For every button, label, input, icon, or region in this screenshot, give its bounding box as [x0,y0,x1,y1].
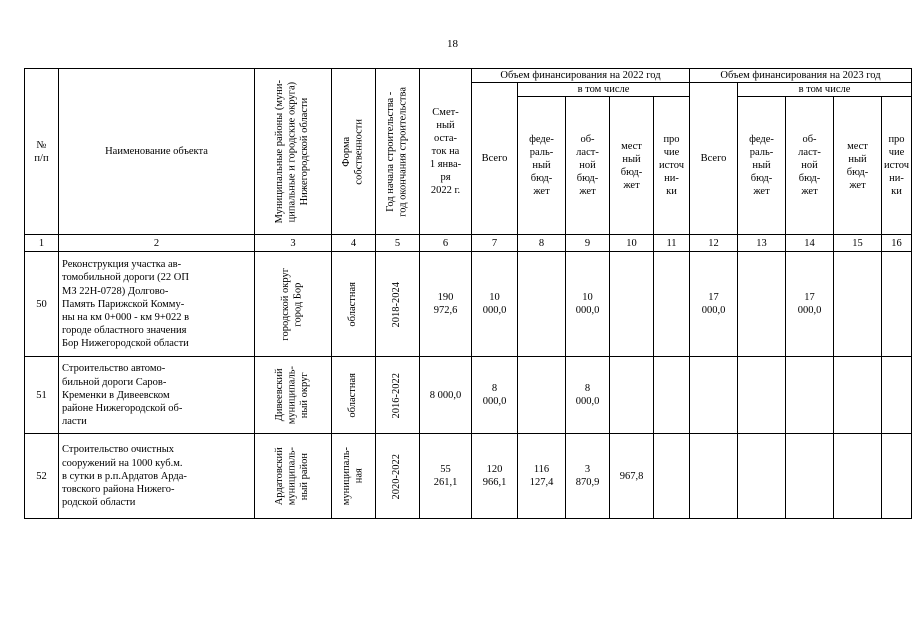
header-local-2022: мест ный бюд- жет [610,97,654,235]
header-local-2023: мест ный бюд- жет [834,97,882,235]
column-number: 10 [610,235,654,252]
header-other-2023: про чие источ ни- ки [882,97,912,235]
column-number: 13 [738,235,786,252]
total-2023-value [690,357,738,434]
header-num: № п/п [25,69,59,235]
district: Ардатовский муниципаль- ный район [255,434,332,519]
column-number: 8 [518,235,566,252]
header-years: Год начала строительства - год окончания строительства [376,69,420,235]
remainder-value: 8 000,0 [420,357,472,434]
column-number: 5 [376,235,420,252]
other-2023-value [882,357,912,434]
federal-2022-value [518,357,566,434]
table-row [25,252,912,357]
district: городской округ город Бор [255,252,332,357]
object-name: Строительство автомо- бильной дороги Саров- Кременки в Дивеевском районе Нижегородской об- ласти [59,357,255,434]
header-remainder: Смет- ный оста- ток на 1 янва- ря 2022 г. [420,69,472,235]
object-name: Реконструкция участка ав- томобильной дороги (22 ОП МЗ 22Н-0728) Долгово- Память Парижской Комму- ны на км 0+000 - км 9+022 в городе областного значения Бор Нижегородской области [59,252,255,357]
years: 2020-2022 [376,434,420,519]
regional-2022-value: 10 000,0 [566,252,610,357]
regional-2023-value [786,357,834,434]
regional-2023-value: 17 000,0 [786,252,834,357]
header-districts: Муниципальные районы (муни- ципальные и городские округа) Нижегородской области [255,69,332,235]
header-incl-2022: в том числе [518,83,690,97]
page-number: 18 [447,38,458,50]
column-numbers-row [25,235,912,252]
column-number: 9 [566,235,610,252]
column-number: 1 [25,235,59,252]
total-2022-value: 10 000,0 [472,252,518,357]
total-2023-value: 17 000,0 [690,252,738,357]
column-number: 2 [59,235,255,252]
row-number: 52 [25,434,59,519]
ownership: областная [332,252,376,357]
row-number: 51 [25,357,59,434]
header-financing-2023: Объем финансирования на 2023 год [690,69,912,83]
row-number: 50 [25,252,59,357]
total-2023-value [690,434,738,519]
column-number: 11 [654,235,690,252]
regional-2022-value: 8 000,0 [566,357,610,434]
other-2023-value [882,252,912,357]
header-incl-2023: в том числе [738,83,912,97]
regional-2022-value: 3 870,9 [566,434,610,519]
column-number: 16 [882,235,912,252]
other-2022-value [654,434,690,519]
construction-objects-table [24,68,912,519]
header-name: Наименование объекта [59,69,255,235]
other-2022-value [654,357,690,434]
column-number: 4 [332,235,376,252]
header-total-2022: Всего [472,83,518,235]
federal-2022-value: 116 127,4 [518,434,566,519]
header-ownership: Форма собственности [332,69,376,235]
local-2022-value: 967,8 [610,434,654,519]
remainder-value: 55 261,1 [420,434,472,519]
federal-2023-value [738,252,786,357]
header-regional-2022: об- ласт- ной бюд- жет [566,97,610,235]
total-2022-value: 8 000,0 [472,357,518,434]
federal-2023-value [738,434,786,519]
header-regional-2023: об- ласт- ной бюд- жет [786,97,834,235]
years: 2018-2024 [376,252,420,357]
other-2022-value [654,252,690,357]
column-number: 7 [472,235,518,252]
column-number: 3 [255,235,332,252]
header-other-2022: про чие источ ни- ки [654,97,690,235]
column-number: 12 [690,235,738,252]
header-financing-2022: Объем финансирования на 2022 год [472,69,690,83]
local-2023-value [834,357,882,434]
ownership: областная [332,357,376,434]
years: 2016-2022 [376,357,420,434]
table-row [25,357,912,434]
total-2022-value: 120 966,1 [472,434,518,519]
table-row [25,434,912,519]
local-2023-value [834,434,882,519]
column-number: 14 [786,235,834,252]
other-2023-value [882,434,912,519]
federal-2022-value [518,252,566,357]
regional-2023-value [786,434,834,519]
object-name: Строительство очистных сооружений на 1000 куб.м. в сутки в р.п.Ардатов Арда- товского района Нижего- родской области [59,434,255,519]
district: Дивеевский муниципаль- ный округ [255,357,332,434]
header-total-2023: Всего [690,83,738,235]
local-2023-value [834,252,882,357]
column-number: 6 [420,235,472,252]
header-federal-2023: феде- раль- ный бюд- жет [738,97,786,235]
ownership: муниципаль- ная [332,434,376,519]
remainder-value: 190 972,6 [420,252,472,357]
header-federal-2022: феде- раль- ный бюд- жет [518,97,566,235]
local-2022-value [610,252,654,357]
column-number: 15 [834,235,882,252]
federal-2023-value [738,357,786,434]
local-2022-value [610,357,654,434]
